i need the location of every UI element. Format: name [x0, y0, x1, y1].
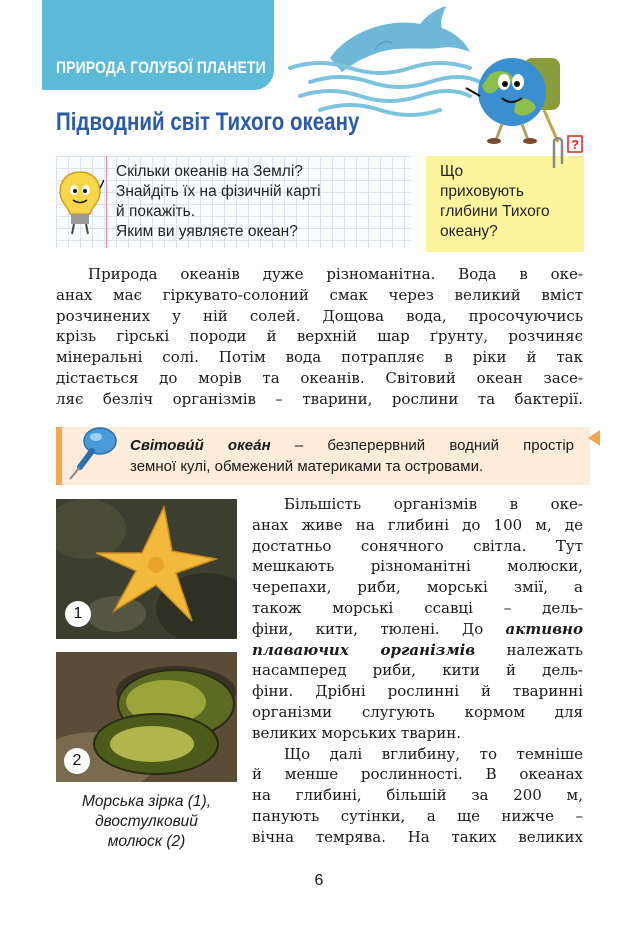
definition-text: [130, 435, 574, 477]
question-line: й покажіть.: [116, 203, 196, 220]
text-line: крізь гірські породи й верхній шар ґрунту, розчиняє: [56, 327, 583, 346]
text-line: черепахи, риби, морські змії, а: [252, 578, 583, 597]
text-line: вічна темрява. На таких великих: [252, 827, 583, 846]
text-line: Більшість організмів в оке-: [284, 495, 583, 513]
text-line: Що далі вглибину, то темніше: [284, 744, 583, 763]
caption-line: Морська зірка (1),: [81, 793, 212, 810]
text-part: фіни, кити, тюлені. До: [252, 619, 506, 638]
definition-text-part: – безперервний водний простір: [270, 437, 575, 454]
text-line: анах має гіркувато-солоний смак через великий вміст: [56, 285, 583, 304]
hint-line: Що: [440, 163, 464, 180]
emphasis-text: плаваючих організмів: [252, 640, 476, 659]
definition-box: [56, 427, 590, 485]
text-part: належать: [475, 640, 584, 659]
text-line: [252, 640, 583, 661]
section-label: ПРИРОДА ГОЛУБОЇ ПЛАНЕТИ: [56, 58, 266, 77]
text-line: на глибині, більшій за 200 м,: [252, 786, 583, 805]
section-banner: [42, 0, 274, 90]
text-line: достатньо сонячного світла. Тут: [252, 536, 583, 555]
definition-term: Світови́й океа́н: [130, 437, 271, 454]
questions-box: [56, 156, 411, 248]
paperclip-question-icon: [546, 134, 586, 170]
starfish-photo: [56, 499, 237, 639]
lesson-title: Підводний світ Тихого океану: [56, 108, 360, 136]
text-line: [252, 619, 583, 640]
definition-line: [130, 435, 574, 456]
text-line: організми слугують кормом для: [252, 702, 583, 721]
figure-number-badge: 1: [65, 601, 91, 627]
page-number: 6: [314, 872, 324, 889]
lightbulb-mascot-icon: [56, 166, 104, 238]
figure-number-badge: 2: [64, 748, 90, 774]
svg-text:?: ?: [571, 137, 579, 152]
hint-box: [426, 156, 584, 252]
emphasis-text: активно: [505, 619, 583, 638]
hint-line: приховують: [440, 183, 524, 200]
text-line: анах живе на глибині до 100 м, де: [252, 515, 583, 534]
text-line: дістається до морів та океанів. Світовий океан засе-: [56, 368, 583, 387]
question-line: Яким ви уявляєте океан?: [116, 223, 298, 240]
figure-caption: [56, 792, 237, 852]
question-line: Знайдіть їх на фізичній карті: [116, 183, 321, 200]
question-line: Скільки океанів на Землі?: [116, 163, 303, 180]
text-line: розчинених у ній солей. Дощова вода, просочуючись: [56, 306, 583, 325]
hint-line: океану?: [440, 223, 498, 240]
text-line: мінеральні солі. Потім вода потрапляє в ріки й так: [56, 348, 583, 367]
text-line: фіни. Дрібні рослинні й тваринні: [252, 682, 583, 701]
questions-text: [116, 162, 321, 242]
text-line: великих морських тварин.: [252, 723, 461, 742]
hint-line: глибини Тихого: [440, 203, 550, 220]
globe-mascot-icon: [462, 50, 570, 145]
margin-line: [106, 156, 107, 248]
definition-line: земної кулі, обмежений материками та островами.: [130, 458, 484, 475]
text-line: мешкають різноманітні молюски,: [252, 557, 583, 576]
main-paragraph: [252, 494, 583, 848]
text-line: насамперед риби, кити й дель-: [252, 661, 583, 680]
caption-line: молюск (2): [107, 833, 186, 850]
text-line: також морські ссавці – дель-: [252, 598, 583, 617]
intro-paragraph: [56, 264, 583, 410]
text-line: Природа океанів дуже різноманітна. Вода в оке-: [88, 265, 583, 283]
pushpin-icon: [62, 423, 122, 483]
text-line: й менше рослинності. В океанах: [252, 765, 583, 784]
hint-text: [440, 162, 580, 242]
mollusk-photo: [56, 652, 237, 782]
text-line: ляє безліч організмів – тварини, рослини та бактерії.: [56, 389, 583, 408]
caption-line: двостулковий: [95, 813, 198, 830]
text-line: панують сутінки, а ще нижче –: [252, 806, 583, 825]
definition-box-arrow: [588, 430, 600, 446]
